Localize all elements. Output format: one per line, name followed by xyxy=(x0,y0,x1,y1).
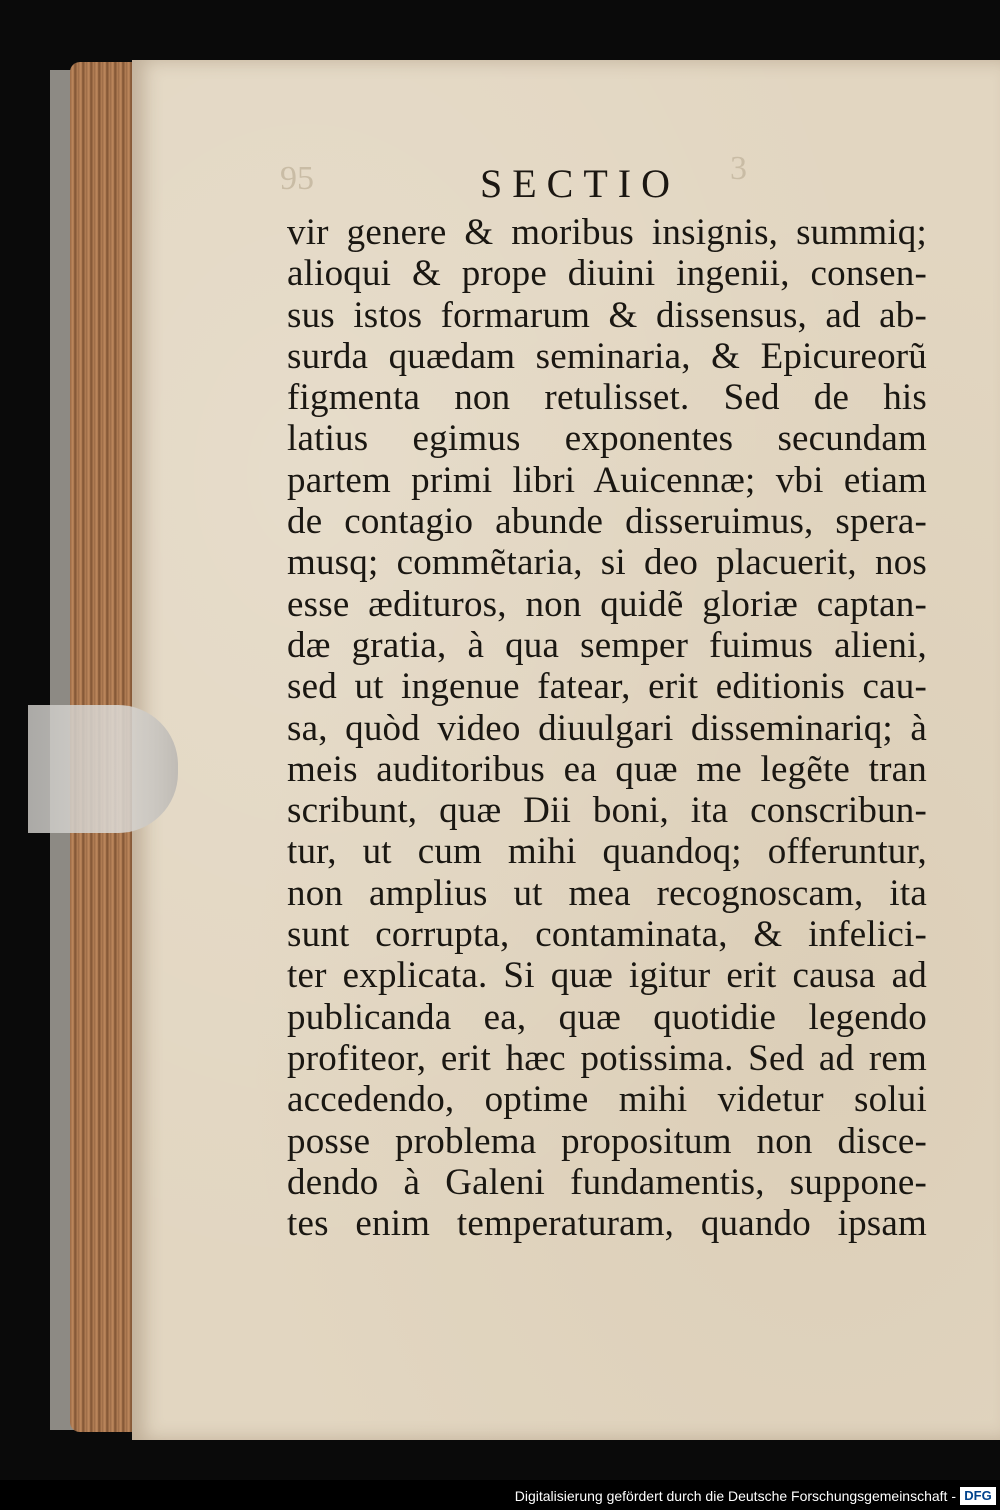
text-line: tur, ut cum mihi quandoq; offeruntur, xyxy=(287,831,927,873)
text-line: meis auditoribus ea quæ me legẽte tran xyxy=(287,748,927,790)
body-text xyxy=(287,212,927,1244)
text-line: sa, quòd video diuulgari disseminariq; à xyxy=(287,707,927,749)
text-line: ter explicata. Si quæ igitur erit causa ad xyxy=(287,955,927,997)
text-line: non amplius ut mea recognoscam, ita xyxy=(287,872,927,914)
text-line: alioqui & prope diuini ingenii, consen- xyxy=(287,253,927,295)
text-line: dendo à Galeni fundamentis, suppone- xyxy=(287,1161,927,1203)
text-line: musq; commẽtaria, si deo placuerit, nos xyxy=(287,542,927,584)
text-line: partem primi libri Auicennæ; vbi etiam xyxy=(287,459,927,501)
running-head: SECTIO xyxy=(480,161,680,206)
text-line: sunt corrupta, contaminata, & infelici- xyxy=(287,914,927,956)
text-line: vir genere & moribus insignis, summiq; xyxy=(287,212,927,253)
text-line: publicanda ea, quæ quotidie legendo xyxy=(287,996,927,1038)
text-line: profiteor, erit hæc potissima. Sed ad rem xyxy=(287,1037,927,1079)
text-line: tes enim temperaturam, quando ipsam xyxy=(287,1203,927,1245)
footer-bar xyxy=(0,1484,1000,1510)
text-line: de contagio abunde disseruimus, spera- xyxy=(287,501,927,543)
text-line: figmenta non retulisset. Sed de his xyxy=(287,377,927,419)
page-clip xyxy=(28,705,178,833)
text-line: esse ædituros, non quidẽ gloriæ captan- xyxy=(287,583,927,625)
text-line: dæ gratia, à qua semper fuimus alieni, xyxy=(287,624,927,666)
dfg-logo: DFG xyxy=(960,1487,996,1505)
bleed-through-right: 3 xyxy=(730,150,747,187)
text-line: latius egimus exponentes secundam xyxy=(287,418,927,460)
text-line: sus istos formarum & dissensus, ad ab- xyxy=(287,294,927,336)
bleed-through-left: 95 xyxy=(280,160,314,197)
footer-credit: Digitalisierung gefördert durch die Deutsche Forschungsgemeinschaft - xyxy=(514,1488,956,1504)
text-line: surda quædam seminaria, & Epicureorũ xyxy=(287,335,927,377)
text-line: accedendo, optime mihi videtur solui xyxy=(287,1079,927,1121)
text-line: posse problema propositum non disce- xyxy=(287,1120,927,1162)
text-line: scribunt, quæ Dii boni, ita conscribun- xyxy=(287,790,927,832)
text-line: sed ut ingenue fatear, erit editionis cau- xyxy=(287,666,927,708)
